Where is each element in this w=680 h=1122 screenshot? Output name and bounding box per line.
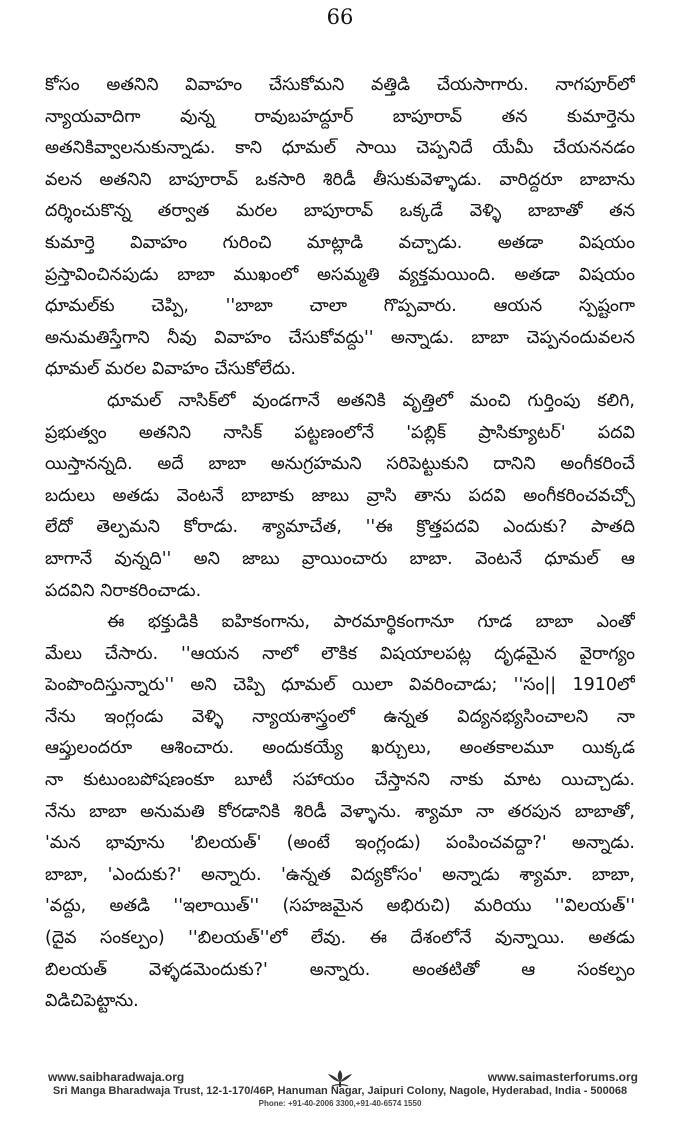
text-line: బాబా, 'ఎందుకు?' అన్నారు. 'ఉన్నత విద్యకోసం' అన్నాడు శ్యామా. బాబా, — [45, 864, 635, 885]
text-line: 'మన భావూను 'బిలయత్' (అంటే ఇంగ్లండు) పంపించవద్దా?' అన్నాడు. — [45, 833, 635, 854]
text-line: బాగానే వున్నది'' అని జాబు వ్రాయించారు బాబా. వెంటనే ధూమల్ ఆ — [45, 548, 635, 569]
text-line: ధూమల్‌కు చెప్పి, ''బాబా చాలా గొప్పవారు. ఆయన స్పష్టంగా — [45, 296, 635, 317]
text-line: నా కుటుంబపోషణంకూ బూటీ సహాయం చేస్తానని నాకు మాట యిచ్చాడు. — [45, 770, 635, 791]
body-text — [45, 70, 635, 1018]
text-line: 'వద్దు, అతడి ''ఇలాయిత్'' (సహజమైన అభిరుచి) మరియు ''విలయత్'' — [45, 896, 635, 917]
paragraph-1 — [45, 70, 635, 386]
text-line: యిస్తానన్నది. అదే బాబా అనుగ్రహమని సరిపెట్టుకుని దానిని అంగీకరించే — [45, 454, 635, 475]
text-line: విడిచిపెట్టాను. — [45, 991, 139, 1012]
text-line: నేను ఇంగ్లండు వెళ్ళి న్యాయశాస్త్రంలో ఉన్నత విద్యనభ్యసించాలని నా — [45, 706, 635, 727]
footer-website-link[interactable]: www.saibharadwaja.org — [48, 1070, 185, 1084]
text-line: బదులు అతడు వెంటనే బాబాకు జాబు వ్రాసి తాను పదవి అంగీకరించవచ్చో — [45, 485, 635, 506]
text-line: న్యాయవాదిగా వున్న రావుబహద్దూర్ బాపూరావ్ తన కుమార్తెను — [45, 106, 635, 127]
text-line: ధూమల్ నాసిక్‌లో వుండగానే అతనికి వృత్తిలో మంచి గుర్తింపు కలిగి, — [107, 390, 635, 411]
text-line: (దైవ సంకల్పం) ''బిలయత్''లో లేవు. ఈ దేశంలోనే వున్నాయి. అతడు — [45, 928, 635, 949]
text-line: కుమార్తె వివాహం గురించి మాట్లాడి వచ్చాడు. అతడా విషయం — [45, 232, 635, 253]
text-line: ప్రస్తావించినపుడు బాబా ముఖంలో అసమ్మతి వ్యక్తమయింది. అతడా విషయం — [45, 264, 635, 285]
footer-phone: Phone: +91-40-2006 3300,+91-40-6574 1550 — [258, 1099, 422, 1108]
text-line: నేను బాబా అనుమతి కోరడానికి శిరిడీ వెళ్ళాను. శ్యామా నా తరపున బాబాతో, — [45, 801, 635, 822]
text-line: మేలు చేసారు. ''ఆయన నాలో లౌకిక విషయాలపట్ల దృఢమైన వైరాగ్యం — [45, 643, 635, 664]
text-line: ఆప్తులందరూ ఆశించారు. అందుకయ్యే ఖర్చులు, అంతకాలమూ యిక్కడ — [45, 738, 635, 759]
text-line: ప్రభుత్వం అతనిని నాసిక్ పట్టణంలోనే 'పబ్లిక్ ప్రాసిక్యూటర్' పదవి — [45, 422, 635, 443]
page-number: 66 — [326, 5, 354, 29]
text-line: కోసం అతనిని వివాహం చేసుకోమని వత్తిడి చేయసాగారు. నాగపూర్‌లో — [45, 75, 635, 95]
footer-address: Sri Manga Bharadwaja Trust, 12-1-170/46P, Hanuman Nagar, Jaipuri Colony, Nagole, Hyderabad, India - 500068 — [52, 1085, 628, 1097]
text-line: అతనికివ్వాలనుకున్నాడు. కాని ధూమల్ సాయి చెప్పనిదే యేమీ చేయననడం — [45, 138, 635, 159]
text-line: పెంపొందిస్తున్నారు'' అని చెప్పి ధూమల్ యిలా వివరించాడు; ''సం|| 1910లో — [45, 675, 635, 696]
text-line: అనుమతిస్తేగాని నీవు వివాహం చేసుకోవద్దు'' అన్నాడు. బాబా చెప్పనందువలన — [45, 327, 635, 348]
text-line: ధూమల్ మరల వివాహం చేసుకోలేదు. — [45, 359, 296, 380]
text-line: పదవిని నిరాకరించాడు. — [45, 580, 202, 601]
paragraph-3 — [45, 607, 635, 1018]
page-footer — [0, 1068, 680, 1122]
text-line: బిలయత్ వెళ్ళడమెందుకు?' అన్నారు. అంతటితో ఆ సంకల్పం — [45, 959, 635, 980]
text-line: దర్శించుకొన్న తర్వాత మరల బాపూరావ్ ఒక్కడే వెళ్ళి బాబాతో తన — [45, 201, 635, 222]
paragraph-2 — [45, 386, 635, 607]
footer-forum-link[interactable]: www.saimasterforums.org — [487, 1070, 638, 1084]
text-line: ఈ భక్తుడికి ఐహికంగాను, పారమార్థికంగానూ గూడ బాబా ఎంతో — [107, 612, 635, 633]
text-line: వలన అతనిని బాపూరావ్ ఒకసారి శిరిడీ తీసుకువెళ్ళాడు. వారిద్దరూ బాబాను — [45, 169, 635, 190]
text-line: లేదో తెల్పమని కోరాడు. శ్యామాచేత, ''ఈ క్రొత్తపదవి ఎందుకు? పాతది — [45, 517, 635, 538]
